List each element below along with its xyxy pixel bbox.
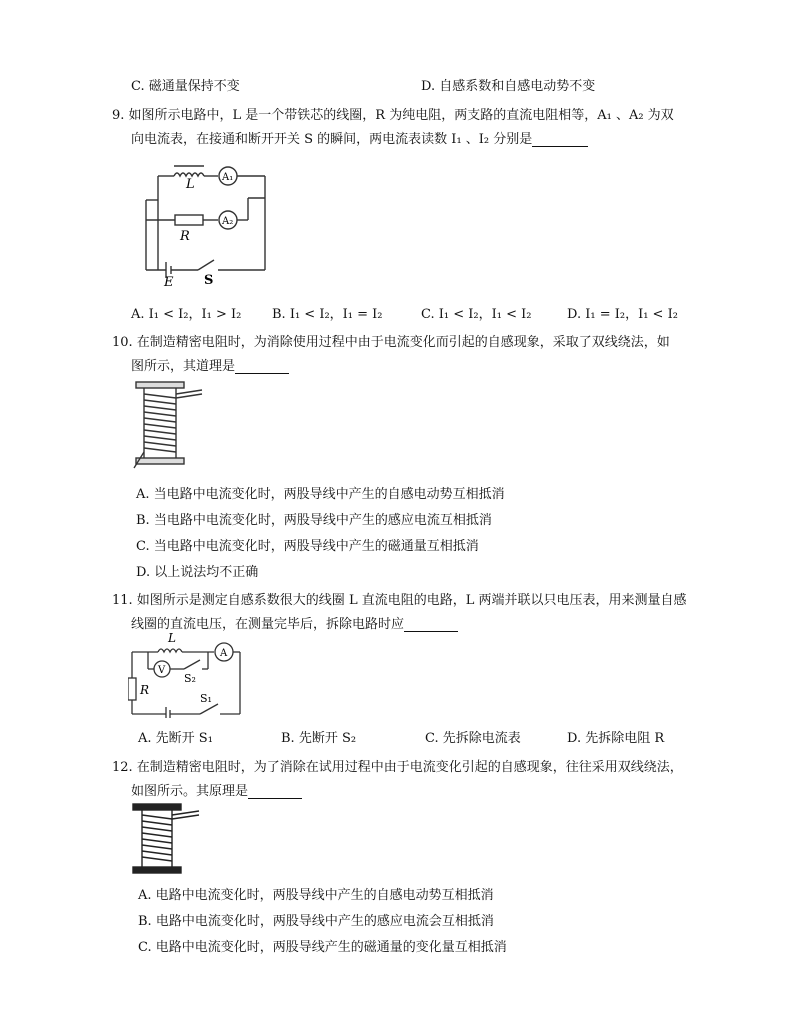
q11-label-s2: S₂ xyxy=(184,672,196,685)
q9-stem-line2: 向电流表，在接通和断开开关 S 的瞬间，两电流表读数 I₁ 、I₂ 分别是 xyxy=(131,128,588,147)
q11-label-r: R xyxy=(140,683,150,697)
q9-option-c: C. I₁ < I₂，I₁ < I₂ xyxy=(421,307,532,322)
q9-option-b: B. I₁ < I₂，I₁ = I₂ xyxy=(272,307,383,322)
q12-option-b: B. 电路中电流变化时，两股导线中产生的感应电流会互相抵消 xyxy=(138,914,494,929)
q9-resistor xyxy=(175,215,203,225)
q9-label-s: S xyxy=(204,273,214,288)
q11-label-l: L xyxy=(168,632,176,645)
q12-option-a: A. 电路中电流变化时，两股导线中产生的自感电动势互相抵消 xyxy=(138,888,494,903)
q11-option-c: C. 先拆除电流表 xyxy=(425,731,521,746)
q9-label-r: R xyxy=(180,229,190,244)
q11-inductor-coil xyxy=(158,649,182,652)
q11-label-a: A xyxy=(220,648,228,659)
q10-answer-blank xyxy=(235,361,289,374)
q12-option-c: C. 电路中电流变化时，两股导线产生的磁通量的变化量互相抵消 xyxy=(138,940,507,955)
q12-bifilar-coil-figure xyxy=(131,803,201,875)
q10-coil-winding xyxy=(144,394,176,452)
q12-coil-winding xyxy=(142,815,172,861)
q9-option-a: A. I₁ < I₂，I₁ > I₂ xyxy=(131,307,242,322)
q12-answer-blank xyxy=(248,786,302,799)
q11-stem-line1: 11. 如图所示是测定自感系数很大的线圈 L 直流电阻的电路，L 两端并联以只电压表，用来测量自感 xyxy=(112,593,687,608)
q11-switch-s1 xyxy=(200,704,218,714)
q9-label-a1: A₁ xyxy=(222,172,234,183)
q10-stem-line2: 图所示，其道理是 xyxy=(131,355,289,374)
q11-answer-blank xyxy=(404,619,458,632)
q9-answer-blank xyxy=(532,134,588,147)
q8-option-c: C. 磁通量保持不变 xyxy=(131,79,240,94)
q11-option-a: A. 先断开 S₁ xyxy=(138,731,213,746)
q10-stem-line1: 10. 在制造精密电阻时，为消除使用过程中由于电流变化而引起的自感现象，采取了双线绕法，如 xyxy=(112,335,670,350)
q9-inductor-coil xyxy=(174,173,204,176)
q11-resistor xyxy=(128,678,136,700)
q9-label-e: E xyxy=(164,275,174,288)
q11-option-d: D. 先拆除电阻 R xyxy=(567,731,665,746)
q12-stem-line2: 如图所示。其原理是 xyxy=(131,780,302,799)
q10-option-c: C. 当电路中电流变化时，两股导线中产生的磁通量互相抵消 xyxy=(136,539,479,554)
q9-label-l: L xyxy=(186,177,195,192)
q9-stem-line1: 9. 如图所示电路中，L 是一个带铁芯的线圈，R 为纯电阻，两支路的直流电阻相等，A₁ 、A₂ 为双 xyxy=(112,108,674,123)
q11-option-b: B. 先断开 S₂ xyxy=(281,731,357,746)
q10-option-a: A. 当电路中电流变化时，两股导线中产生的自感电动势互相抵消 xyxy=(136,487,505,502)
q9-circuit-figure xyxy=(138,158,274,288)
q9-switch xyxy=(198,260,214,270)
q10-option-d: D. 以上说法均不正确 xyxy=(136,565,259,580)
q11-circuit-figure xyxy=(128,632,244,718)
q10-bifilar-coil-figure xyxy=(132,380,204,472)
q11-switch-s2 xyxy=(184,660,200,669)
q12-stem-line1: 12. 在制造精密电阻时，为了消除在试用过程中由于电流变化引起的自感现象，往往采用双线绕法， xyxy=(112,760,683,775)
q10-option-b: B. 当电路中电流变化时，两股导线中产生的感应电流互相抵消 xyxy=(136,513,492,528)
q8-option-d: D. 自感系数和自感电动势不变 xyxy=(421,79,596,94)
q9-option-d: D. I₁ = I₂，I₁ < I₂ xyxy=(567,307,678,322)
q11-label-s1: S₁ xyxy=(200,692,212,705)
q11-label-v: V xyxy=(158,665,166,676)
q9-label-a2: A₂ xyxy=(222,216,234,227)
q11-stem-line2: 线圈的直流电压，在测量完毕后，拆除电路时应 xyxy=(131,613,458,632)
